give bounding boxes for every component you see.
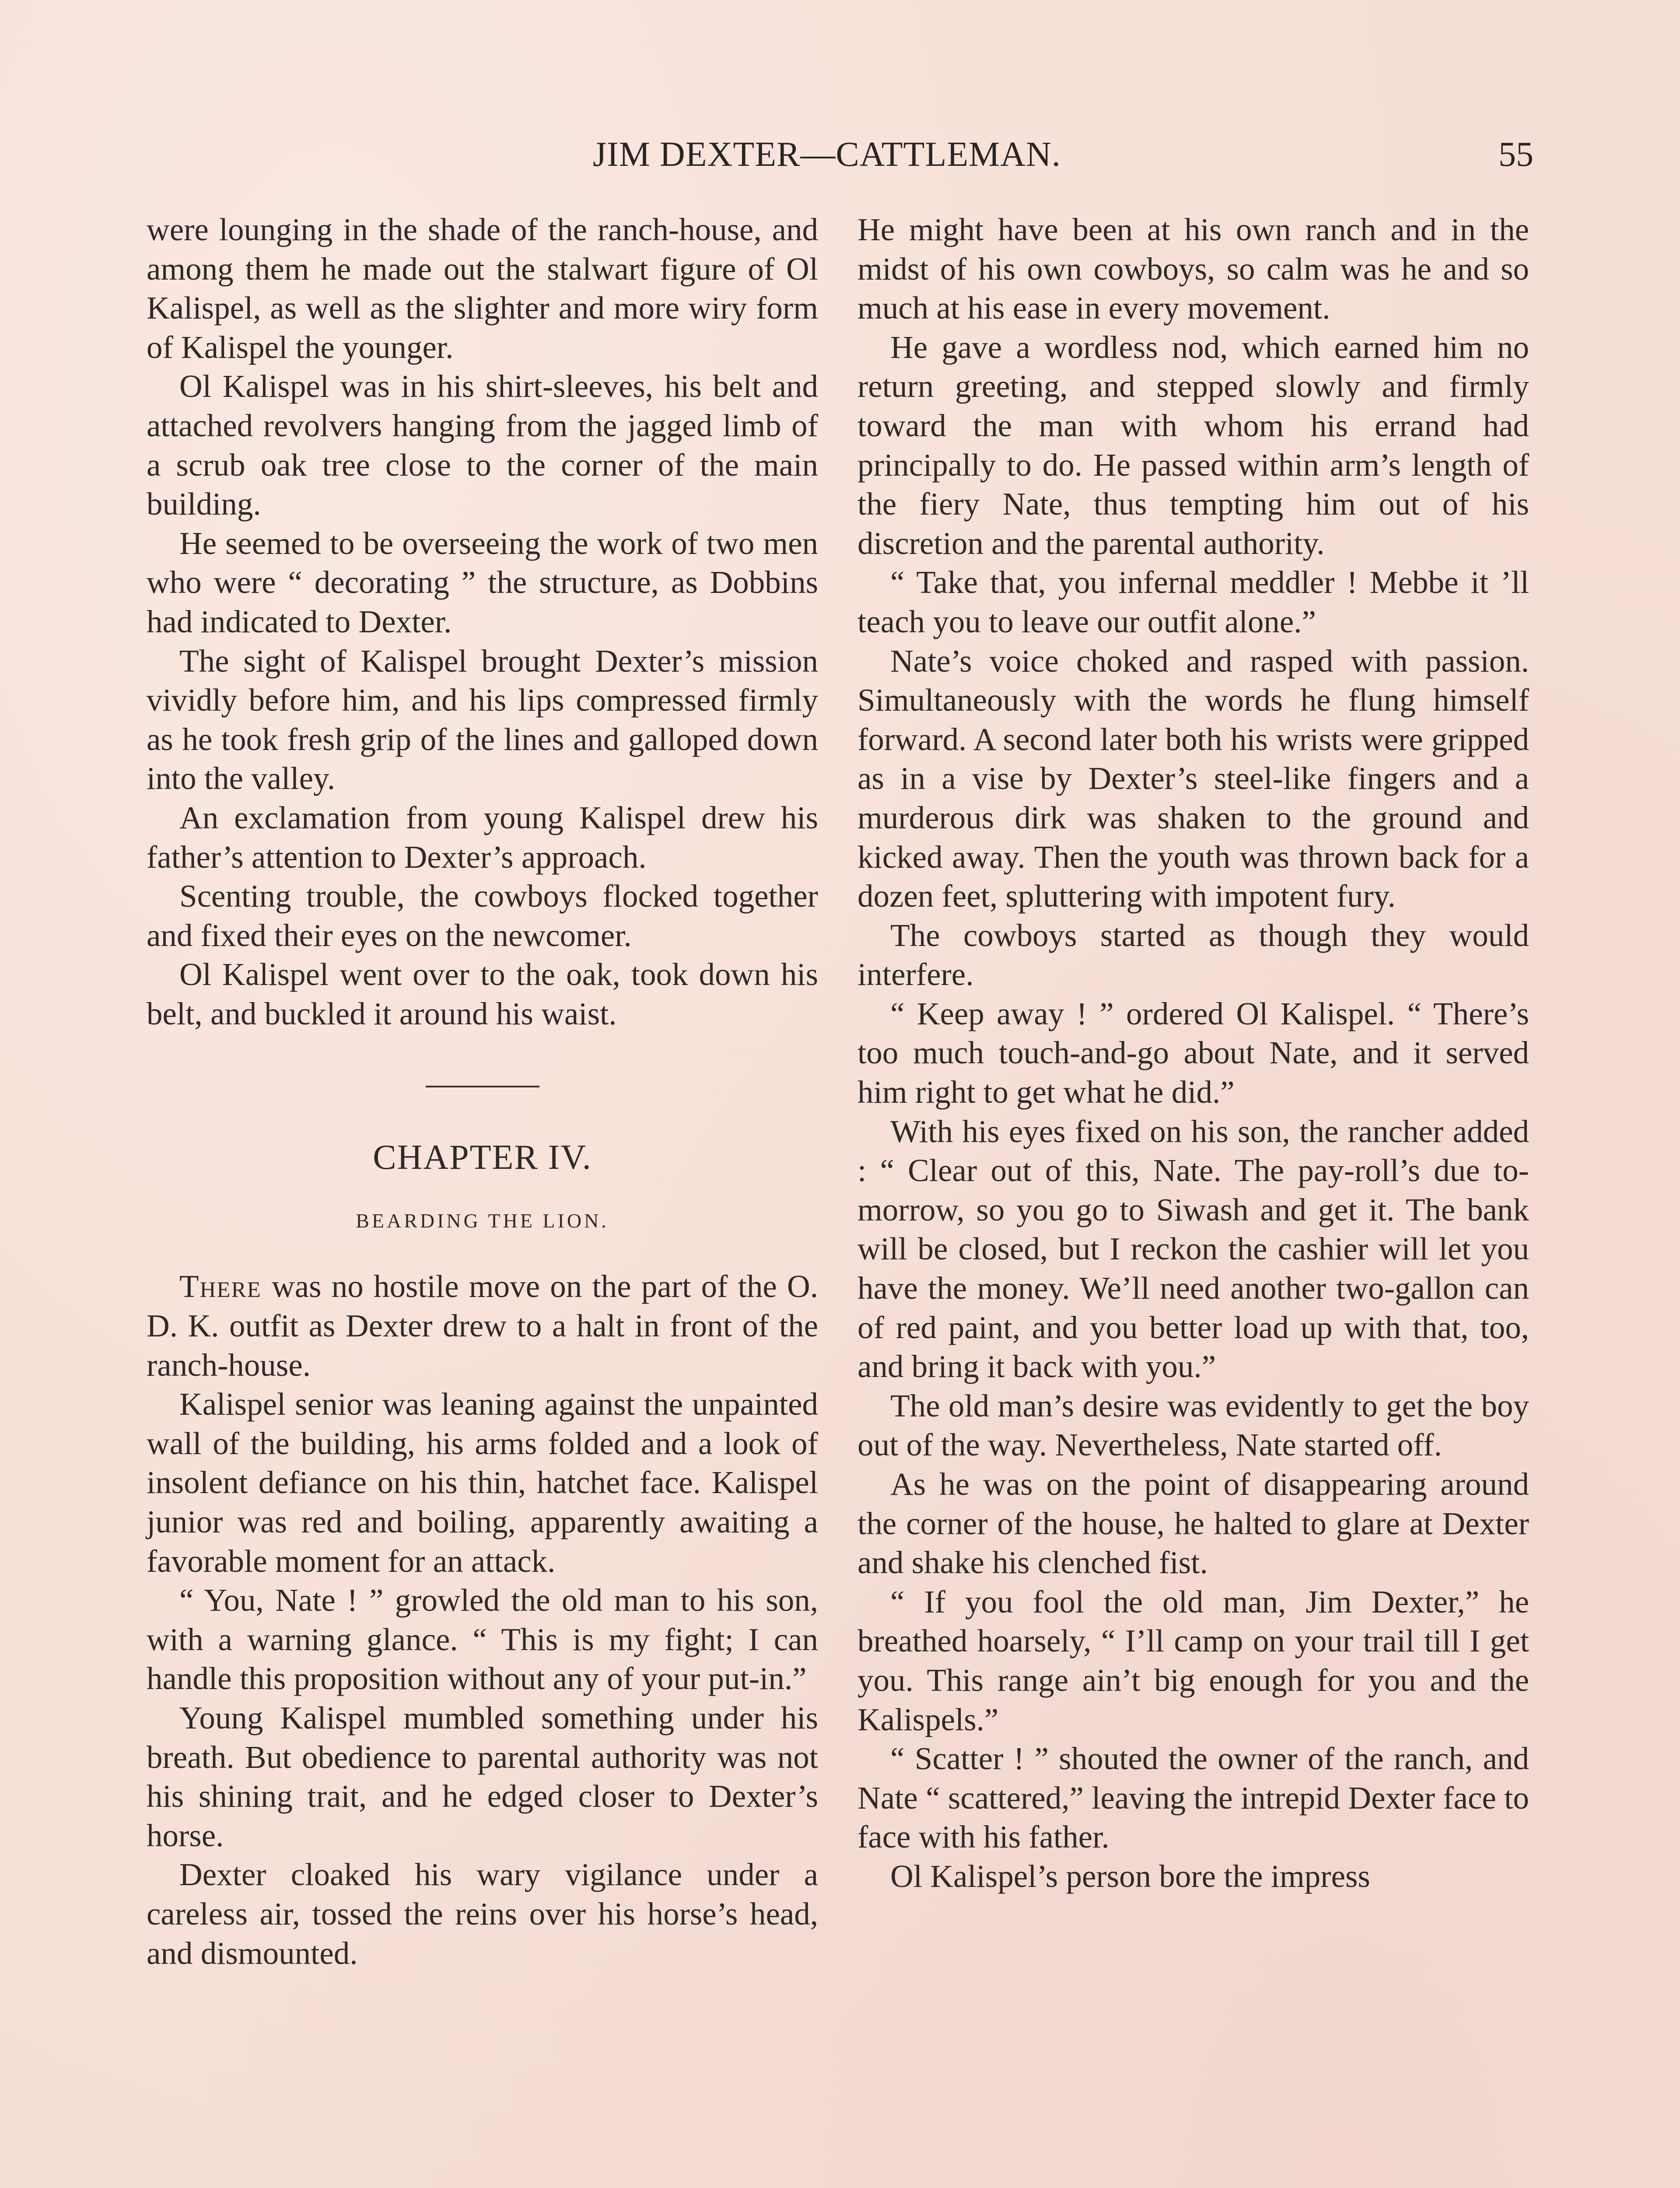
chapter-title: CHAPTER IV.	[373, 1138, 592, 1177]
paragraph: An exclamation from young Kalispel drew his father’s attention to Dexter’s approach.	[147, 799, 818, 875]
right-column	[858, 210, 1529, 1896]
paragraph: As he was on the point of disappearing around the corner of the house, he halted to glare at Dexter and shake his clenched fist.	[858, 1466, 1529, 1581]
paragraph: Nate’s voice choked and rasped with passion. Simultaneously with the words he flung himself forward. A second later both his wrists were gripped as in a vise by Dexter’s steel-like fingers and a murderous dirk was shaken to the ground and kicked away. Then the youth was thrown back for a dozen feet, spluttering with impotent fury.	[858, 643, 1529, 914]
section-divider	[426, 1086, 539, 1087]
paragraph: “ Take that, you infernal meddler ! Mebbe it ’ll teach you to leave our outfit alone.”	[858, 565, 1529, 639]
paragraph: Kalispel senior was leaning against the unpainted wall of the building, his arms folded and a look of insolent defiance on his thin, hatchet face. Kalispel junior was red and boiling, apparently awaiting a favorable moment for an attack.	[147, 1386, 818, 1579]
opening-text: was no hostile move on the part of the O. D. K. outfit as Dexter drew to a halt in front of the ranch-house.	[147, 1269, 818, 1383]
left-column	[147, 210, 818, 1973]
paragraph: “ Keep away ! ” ordered Ol Kalispel. “ There’s too much touch-and-go about Nate, and it served him right to get what he did.”	[858, 996, 1529, 1110]
paragraph: “ If you fool the old man, Jim Dexter,” he breathed hoarsely, “ I’ll camp on your trail till I get you. This range ain’t big enough for you and the Kalispels.”	[858, 1584, 1529, 1737]
chapter-opening-paragraph	[147, 1267, 818, 1385]
paragraph: “ Scatter ! ” shouted the owner of the ranch, and Nate “ scattered,” leaving the intrepid Dexter face to face with his father.	[858, 1741, 1529, 1855]
paragraph: Scenting trouble, the cowboys flocked together and fixed their eyes on the newcomer.	[147, 878, 818, 953]
paragraph: He might have been at his own ranch and in the midst of his own cowboys, so calm was he and so much at his ease in every movement.	[858, 212, 1529, 326]
running-title: JIM DEXTER—CATTLEMAN.	[593, 135, 1061, 174]
paragraph: were lounging in the shade of the ranch-house, and among them he made out the stalwart figure of Ol Kalispel, as well as the slighter and more wiry form of Kalispel the younger.	[147, 212, 818, 365]
paragraph: Young Kalispel mumbled something under his breath. But obedience to parental authority was not his shining trait, and he edged closer to Dexter’s horse.	[147, 1700, 818, 1853]
paragraph: He gave a wordless nod, which earned him no return greeting, and stepped slowly and firmly toward the man with whom his errand had principally to do. He passed within arm’s length of the fiery Nate, thus tempting him out of his discretion and the parental authority.	[858, 329, 1529, 561]
paragraph: Ol Kalispel went over to the oak, took down his belt, and buckled it around his waist.	[147, 957, 818, 1031]
page-number: 55	[1498, 135, 1533, 174]
paragraph: Ol Kalispel was in his shirt-sleeves, his belt and attached revolvers hanging from the jagged limb of a scrub oak tree close to the corner of the main building.	[147, 368, 818, 522]
opening-word: There	[179, 1269, 262, 1304]
paragraph: The sight of Kalispel brought Dexter’s mission vividly before him, and his lips compressed firmly as he took fresh grip of the lines and galloped down into the valley.	[147, 643, 818, 796]
paragraph: Ol Kalispel’s person bore the impress	[890, 1858, 1370, 1894]
paragraph: With his eyes fixed on his son, the rancher added : “ Clear out of this, Nate. The pay-roll’s due to-morrow, so you go to Siwash and get it. The bank will be closed, but I reckon the cashier will let you have the money. We’ll need another two-gallon can of red paint, and you better load up with that, too, and bring it back with you.”	[858, 1113, 1529, 1385]
paragraph: Dexter cloaked his wary vigilance under a careless air, tossed the reins over his horse’s head, and dismounted.	[147, 1857, 818, 1971]
paragraph: The old man’s desire was evidently to get the boy out of the way. Nevertheless, Nate started off.	[858, 1388, 1529, 1463]
paragraph: The cowboys started as though they would interfere.	[858, 917, 1529, 992]
paragraph: “ You, Nate ! ” growled the old man to his son, with a warning glance. “ This is my fight; I can handle this proposition without any of your put-in.”	[147, 1582, 818, 1697]
chapter-subtitle: BEARDING THE LION.	[356, 1210, 609, 1232]
paragraph: He seemed to be overseeing the work of two men who were “ decorating ” the structure, as Dobbins had indicated to Dexter.	[147, 525, 818, 639]
